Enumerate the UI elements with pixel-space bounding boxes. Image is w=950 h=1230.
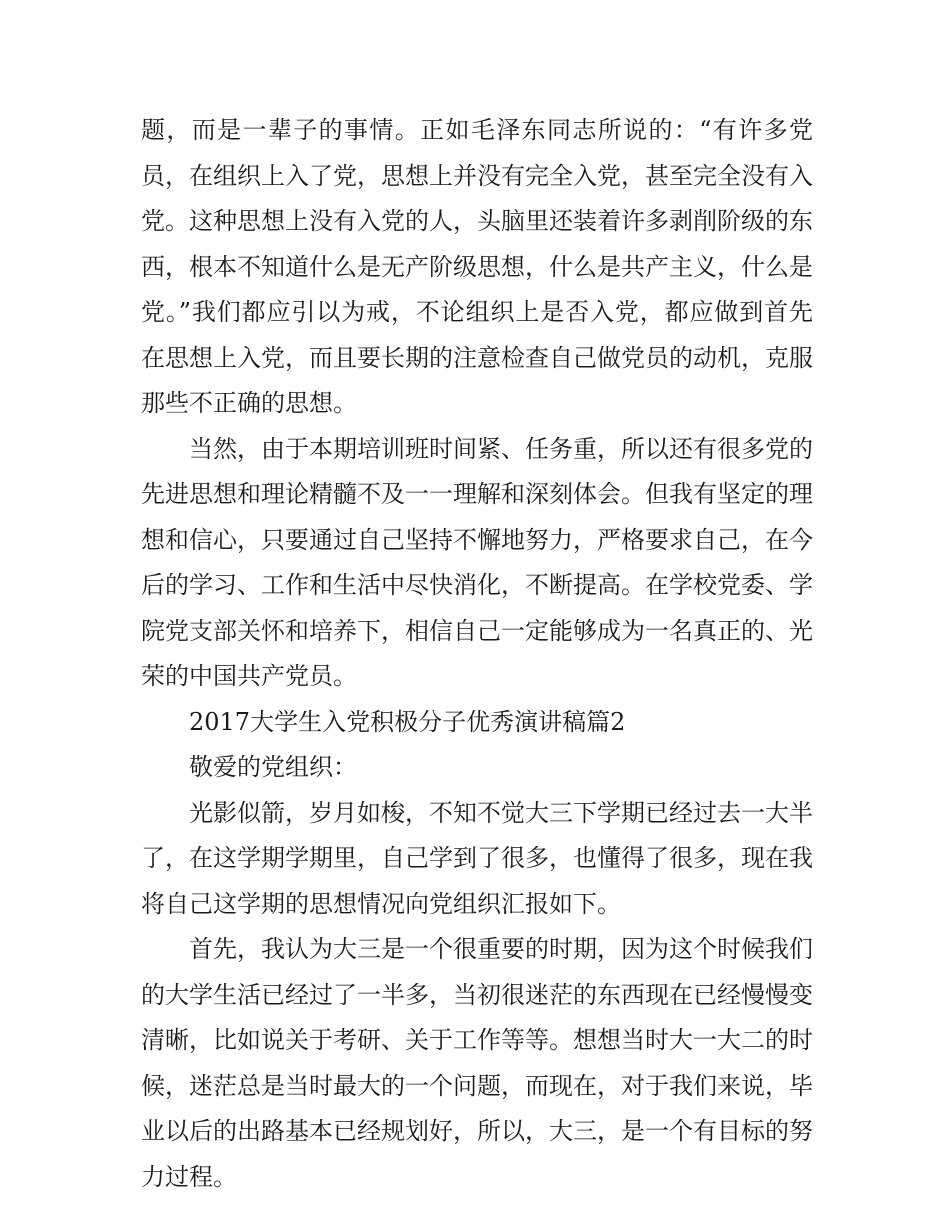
paragraph-continuation: 题，而是一辈子的事情。正如毛泽东同志所说的：“有许多党员，在组织上入了党，思想上并没有完全入党，甚至完全没有入党。这种思想上没有入党的人，头脑里还装着许多剥削阶级的东西，根本不知道什么是无产阶级思想，什么是共产主义，什么是党。”我们都应引以为戒，不论组织上是否入党，都应做到首先在思想上入党，而且要长期的注意检查自己做党员的动机，克服那些不正确的思想。 — [141, 116, 813, 417]
paragraph-training-reflection: 当然，由于本期培训班时间紧、任务重，所以还有很多党的先进思想和理论精髓不及一一理解和深刻体会。但我有坚定的理想和信心，只要通过自己坚持不懈地努力，严格要求自己，在今后的学习、工作和生活中尽快消化，不断提高。在学校党委、学院党支部关怀和培养下，相信自己一定能够成为一名真正的、光荣的中国共产党员。 — [141, 434, 813, 690]
paragraph-introduction: 光影似箭，岁月如梭，不知不觉大三下学期已经过去一大半了，在这学期学期里，自己学到了很多，也懂得了很多，现在我将自己这学期的思想情况向党组织汇报如下。 — [141, 798, 813, 918]
salutation: 敬爱的党组织： — [189, 753, 357, 781]
section-heading: 2017大学生入党积极分子优秀演讲稿篇2 — [189, 707, 626, 736]
document-page — [141, 108, 813, 1200]
paragraph-junior-year: 首先，我认为大三是一个很重要的时期，因为这个时候我们的大学生活已经过了一半多，当初很迷茫的东西现在已经慢慢变清晰，比如说关于考研、关于工作等等。想想当时大一大二的时候，迷茫总是当时最大的一个问题，而现在，对于我们来说，毕业以后的出路基本已经规划好，所以，大三，是一个有目标的努力过程。 — [141, 935, 813, 1191]
